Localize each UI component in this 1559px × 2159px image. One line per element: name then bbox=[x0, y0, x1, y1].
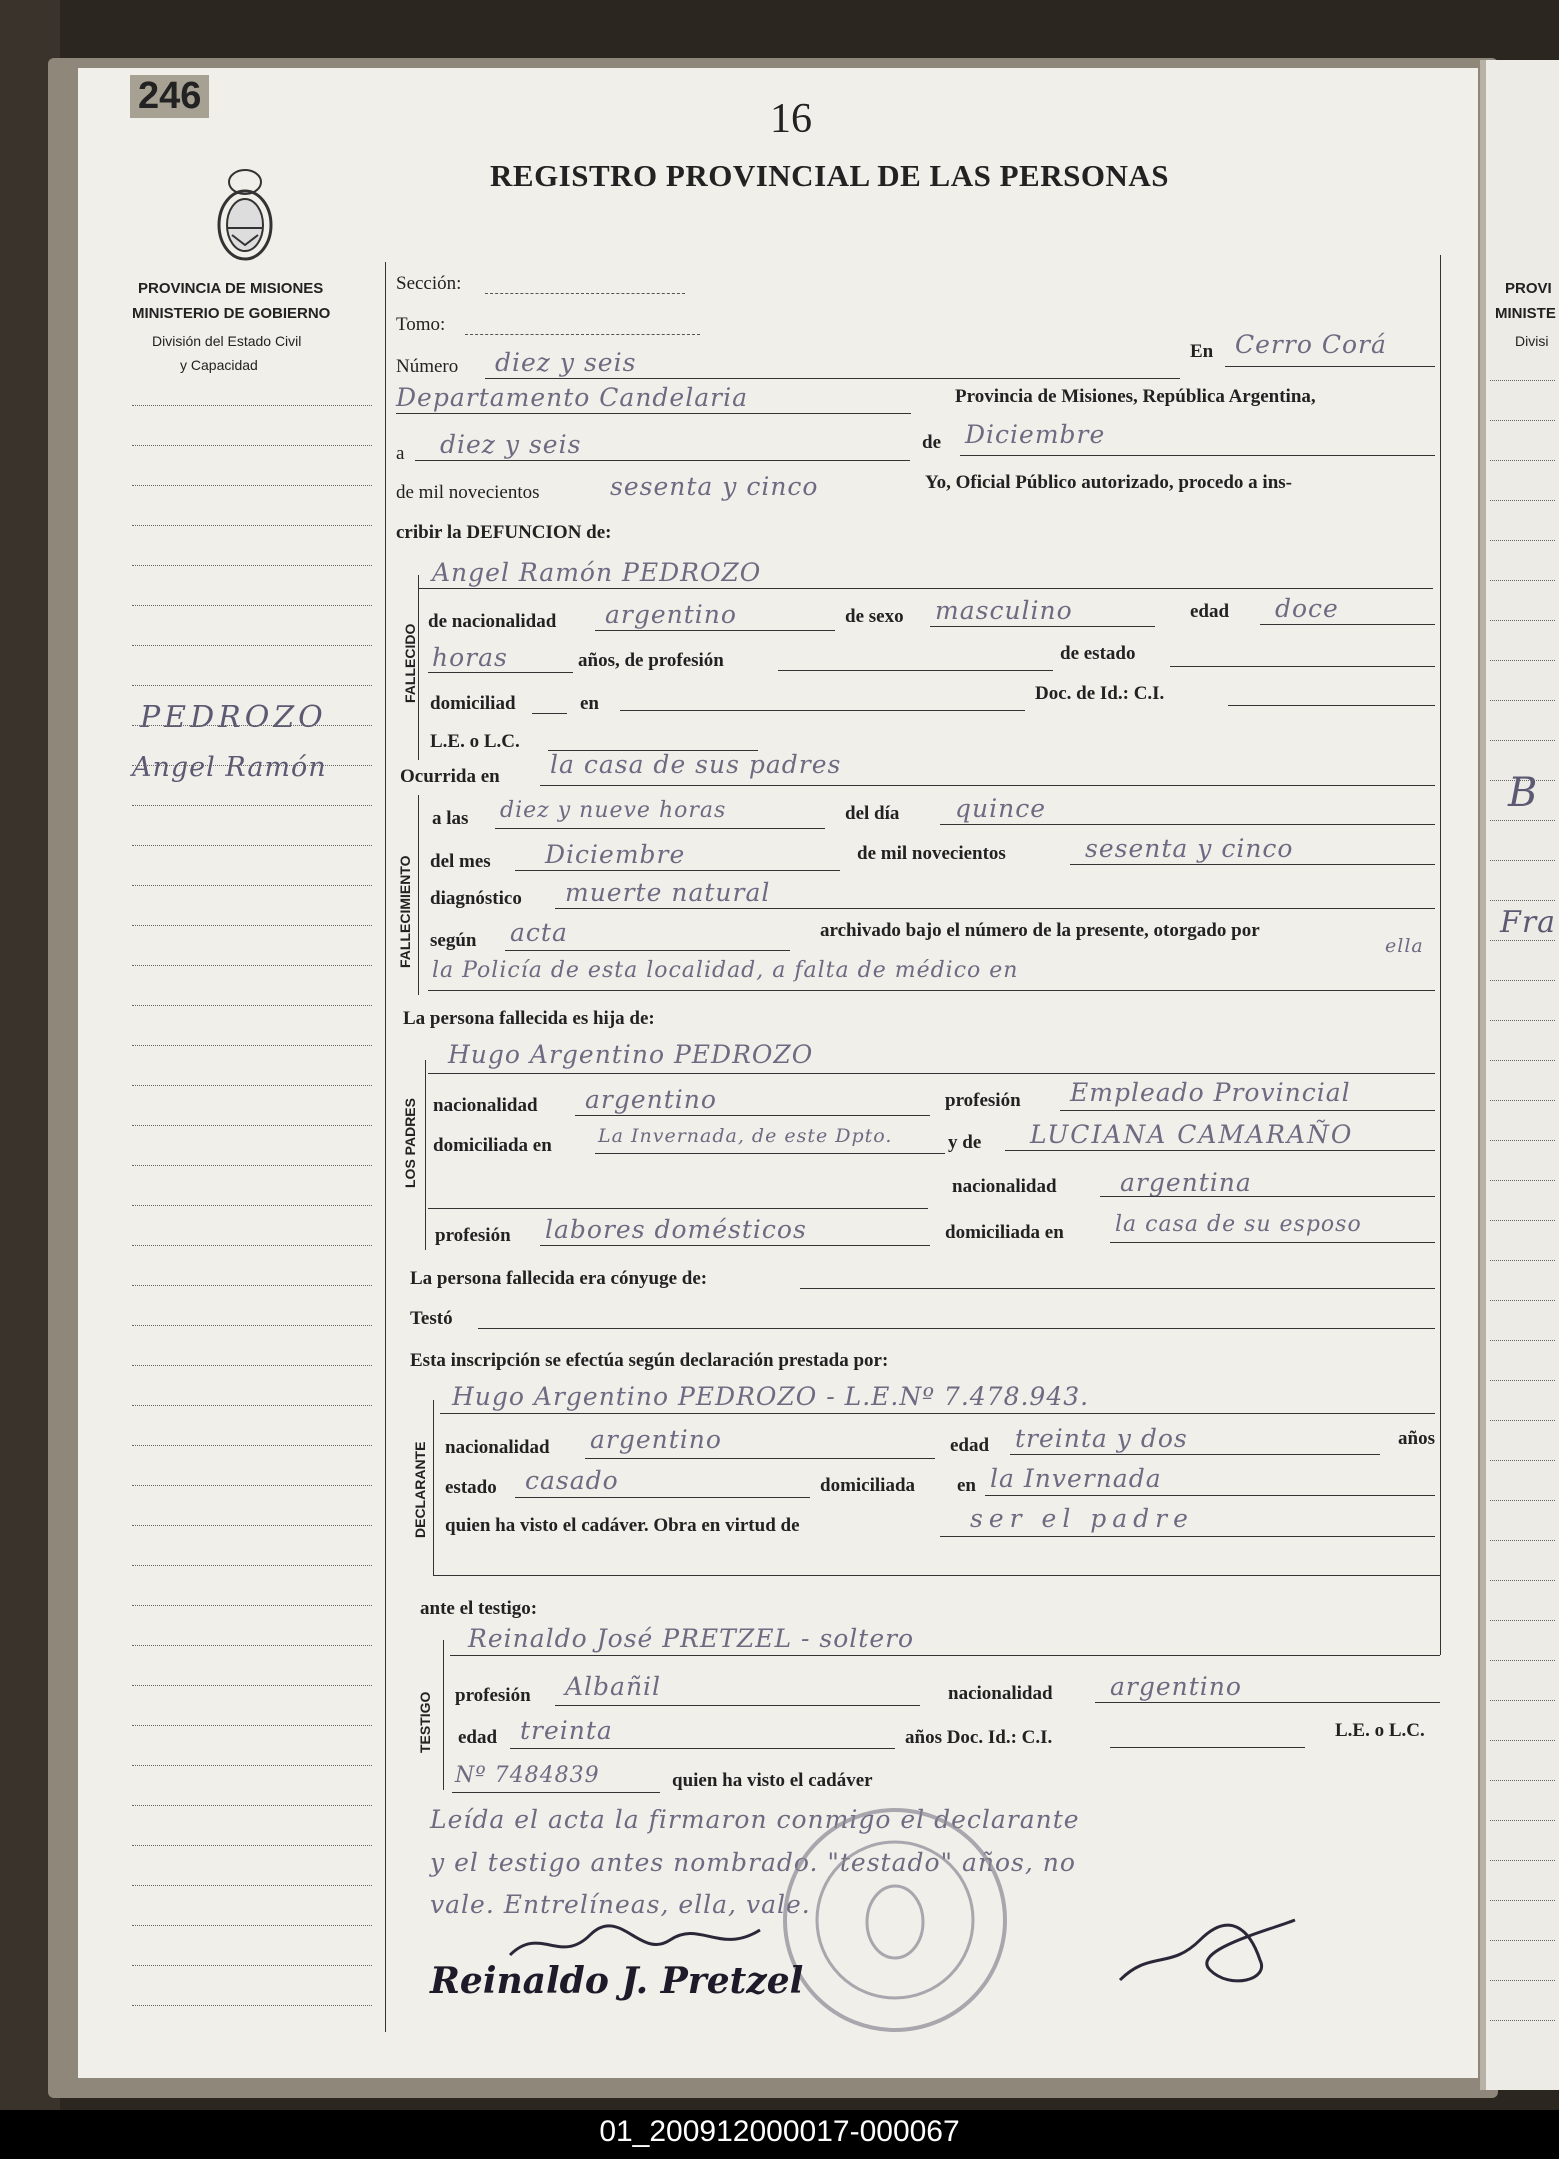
padre-profesion-value: Empleado Provincial bbox=[1070, 1078, 1351, 1107]
fallecido-nombre-field bbox=[418, 588, 1433, 589]
sidebar-ruled-line bbox=[132, 1525, 372, 1526]
right-page-ruled-line bbox=[1490, 380, 1555, 381]
declarante-nombre: Hugo Argentino PEDROZO - L.E.Nº 7.478.943. bbox=[452, 1382, 1090, 1411]
en-value: Cerro Corá bbox=[1235, 330, 1387, 359]
anos-profesion-label: años, de profesión bbox=[578, 650, 724, 671]
declarante-nacionalidad-field bbox=[585, 1458, 935, 1459]
padre-nacionalidad-field bbox=[575, 1115, 930, 1116]
testigo-anos-label: años Doc. Id.: C.I. bbox=[905, 1727, 1053, 1748]
padre-domicilio-field bbox=[595, 1153, 945, 1154]
le-label: L.E. o L.C. bbox=[430, 731, 520, 752]
sidebar-ruled-line bbox=[132, 1405, 372, 1406]
right-page-ruled-line bbox=[1490, 700, 1555, 701]
dia-field bbox=[940, 824, 1435, 825]
domicilio-label: domiciliad bbox=[430, 693, 516, 714]
sidebar-ruled-line bbox=[132, 1445, 372, 1446]
padre-domiciliada-label: domiciliada en bbox=[433, 1135, 552, 1156]
sidebar-ruled-line bbox=[132, 1245, 372, 1246]
fallecimiento-mil-label: de mil novecientos bbox=[857, 843, 1006, 864]
next-page-edge bbox=[1480, 60, 1559, 2090]
declarante-edad-value: treinta y dos bbox=[1015, 1424, 1188, 1453]
closing-line-1: Leída el acta la firmaron conmigo el declarante bbox=[430, 1805, 1080, 1834]
doc-field bbox=[1228, 705, 1435, 706]
right-page-ruled-line bbox=[1490, 1020, 1555, 1021]
right-page-ruled-line bbox=[1490, 1900, 1555, 1901]
a-value: diez y seis bbox=[440, 430, 582, 459]
oficial-label: Yo, Oficial Público autorizado, procedo a ins- bbox=[925, 472, 1292, 493]
segun-label: según bbox=[430, 930, 477, 951]
tomo-label: Tomo: bbox=[396, 314, 446, 335]
corner-number: 246 bbox=[130, 75, 209, 118]
sidebar-ruled-line bbox=[132, 1045, 372, 1046]
page-number: 16 bbox=[770, 96, 812, 142]
right-page-ruled-line bbox=[1490, 1780, 1555, 1781]
right-page-ruled-line bbox=[1490, 740, 1555, 741]
ocurrida-label: Ocurrida en bbox=[400, 766, 500, 787]
fallecido-section-label: FALLECIDO bbox=[402, 623, 418, 703]
mes-label: del mes bbox=[430, 851, 491, 872]
madre-nacionalidad-value: argentina bbox=[1120, 1168, 1252, 1197]
sidebar-ruled-line bbox=[132, 1725, 372, 1726]
madre-nombre: LUCIANA CAMARAÑO bbox=[1030, 1120, 1354, 1149]
sidebar-ruled-line bbox=[132, 1685, 372, 1686]
right-page-ruled-line bbox=[1490, 1620, 1555, 1621]
numero-field bbox=[485, 378, 1180, 379]
sidebar-division: División del Estado Civil bbox=[152, 333, 302, 349]
official-seal-icon bbox=[775, 1800, 1015, 2040]
caption-text: 01_200912000017-000067 bbox=[599, 2115, 960, 2148]
padre-nombre-field bbox=[428, 1073, 1435, 1074]
profesion-field bbox=[778, 670, 1053, 671]
sidebar-province: PROVINCIA DE MISIONES bbox=[138, 280, 324, 297]
sidebar-ruled-line bbox=[132, 605, 372, 606]
sidebar-ruled-line bbox=[132, 885, 372, 886]
declarante-estado-field bbox=[515, 1497, 810, 1498]
declarante-visto-label: quien ha visto el cadáver. Obra en virtud de bbox=[445, 1515, 800, 1536]
testigo-visto-label: quien ha visto el cadáver bbox=[672, 1770, 873, 1791]
testigo-edad-value: treinta bbox=[520, 1716, 613, 1745]
sexo-field bbox=[930, 626, 1155, 627]
declarante-nombre-field bbox=[440, 1413, 1435, 1414]
padre-nacionalidad-value: argentino bbox=[585, 1085, 717, 1114]
sidebar-ruled-line bbox=[132, 1205, 372, 1206]
declaracion-label: Esta inscripción se efectúa según declaración prestada por: bbox=[410, 1350, 889, 1371]
inscribir-label: cribir la DEFUNCION de: bbox=[396, 522, 612, 543]
sidebar-ruled-line bbox=[132, 645, 372, 646]
conyuge-label: La persona fallecida era cónyuge de: bbox=[410, 1268, 708, 1289]
padre-nombre: Hugo Argentino PEDROZO bbox=[448, 1040, 814, 1069]
form-left-rule bbox=[385, 262, 386, 2032]
domicilio-en-label: en bbox=[580, 693, 599, 714]
padre-nacionalidad-label: nacionalidad bbox=[433, 1095, 538, 1116]
fallecimiento-mil-value: sesenta y cinco bbox=[1085, 834, 1294, 863]
testigo-bracket bbox=[443, 1640, 444, 1790]
mil-value: sesenta y cinco bbox=[610, 472, 819, 501]
seccion-field bbox=[485, 293, 685, 294]
horas-value: horas bbox=[432, 643, 508, 672]
sidebar-ruled-line bbox=[132, 965, 372, 966]
declarante-bottom-rule bbox=[433, 1575, 1440, 1576]
de-field bbox=[960, 455, 1435, 456]
right-page-ruled-line bbox=[1490, 1180, 1555, 1181]
testigo-numero-field bbox=[452, 1792, 660, 1793]
right-page-ruled-line bbox=[1490, 1820, 1555, 1821]
sidebar-ruled-line bbox=[132, 1165, 372, 1166]
right-page-ruled-line bbox=[1490, 580, 1555, 581]
en-field bbox=[1225, 366, 1435, 367]
domicilio-field bbox=[532, 713, 567, 714]
madre-nacionalidad-field bbox=[1100, 1196, 1435, 1197]
right-page-ruled-line bbox=[1490, 1220, 1555, 1221]
right-page-ruled-line bbox=[1490, 460, 1555, 461]
testigo-section-label: TESTIGO bbox=[417, 1691, 433, 1753]
sidebar-ruled-line bbox=[132, 685, 372, 686]
margin-given-name: Angel Ramón bbox=[132, 752, 327, 783]
testigo-numero-value: Nº 7484839 bbox=[455, 1763, 600, 1788]
declarante-anos-label: años bbox=[1398, 1428, 1435, 1449]
sidebar-ruled-line bbox=[132, 1125, 372, 1126]
de-value: Diciembre bbox=[965, 420, 1106, 449]
fallecido-nacionalidad-label: de nacionalidad bbox=[428, 611, 557, 632]
margin-surname: PEDROZO bbox=[140, 700, 327, 735]
declarante-bracket bbox=[433, 1400, 434, 1575]
coat-of-arms-icon bbox=[210, 160, 280, 270]
edad-label: edad bbox=[1190, 601, 1230, 622]
numero-value: diez y seis bbox=[495, 348, 637, 377]
a-label: a bbox=[396, 443, 405, 464]
departamento-field bbox=[396, 413, 911, 414]
closing-line-3: vale. Entrelíneas, ella, vale. bbox=[430, 1890, 811, 1919]
testigo-profesion-field bbox=[555, 1705, 920, 1706]
padres-divider bbox=[428, 1208, 928, 1209]
mes-field bbox=[515, 870, 840, 871]
policia-field bbox=[428, 990, 1435, 991]
seccion-label: Sección: bbox=[396, 273, 462, 294]
segun-value: acta bbox=[510, 918, 568, 947]
signature-official-icon bbox=[1110, 1910, 1300, 2000]
padre-profesion-field bbox=[1060, 1110, 1435, 1111]
sexo-label: de sexo bbox=[845, 606, 904, 627]
right-page-ruled-line bbox=[1490, 1100, 1555, 1101]
right-page-ruled-line bbox=[1490, 500, 1555, 501]
testigo-nombre-field bbox=[450, 1655, 1440, 1656]
segun-field bbox=[505, 950, 790, 951]
sidebar-ruled-line bbox=[132, 1285, 372, 1286]
madre-nacionalidad-label: nacionalidad bbox=[952, 1176, 1057, 1197]
right-page-ruled-line bbox=[1490, 1060, 1555, 1061]
right-page-ruled-line bbox=[1490, 1300, 1555, 1301]
a-las-label: a las bbox=[432, 808, 469, 829]
right-page-ruled-line bbox=[1490, 1580, 1555, 1581]
right-page-ruled-line bbox=[1490, 660, 1555, 661]
de-label: de bbox=[922, 432, 941, 453]
a-las-field bbox=[495, 828, 825, 829]
testigo-edad-field bbox=[510, 1748, 895, 1749]
sidebar-ruled-line bbox=[132, 1365, 372, 1366]
right-page-ruled-line bbox=[1490, 1860, 1555, 1861]
declarante-estado-label: estado bbox=[445, 1477, 497, 1498]
testigo-edad-label: edad bbox=[458, 1727, 498, 1748]
a-las-value: diez y nueve horas bbox=[500, 798, 727, 823]
right-page-ruled-line bbox=[1490, 780, 1555, 781]
sidebar-ruled-line bbox=[132, 1885, 372, 1886]
padres-section-label: LOS PADRES bbox=[402, 1098, 418, 1188]
right-page-ruled-line bbox=[1490, 1940, 1555, 1941]
sidebar-ruled-line bbox=[132, 1965, 372, 1966]
right-page-ruled-line bbox=[1490, 1140, 1555, 1141]
right-page-ruled-line bbox=[1490, 620, 1555, 621]
declarante-visto-value: ser el padre bbox=[970, 1504, 1194, 1533]
edad-value: doce bbox=[1275, 594, 1339, 623]
policia-value: la Policía de esta localidad, a falta de médico en bbox=[432, 958, 1019, 983]
estado-label: de estado bbox=[1060, 643, 1136, 664]
declarante-nacionalidad-value: argentino bbox=[590, 1425, 722, 1454]
fallecido-nombre: Angel Ramón PEDROZO bbox=[432, 558, 762, 587]
ocurrida-value: la casa de sus padres bbox=[550, 750, 842, 779]
sidebar-ruled-line bbox=[132, 1085, 372, 1086]
padre-profesion-label: profesión bbox=[945, 1090, 1021, 1111]
sidebar-ruled-line bbox=[132, 525, 372, 526]
madre-domicilio-value: la casa de su esposo bbox=[1115, 1212, 1362, 1237]
sidebar-ruled-line bbox=[132, 1925, 372, 1926]
archivado-label: archivado bajo el número de la presente, otorgado por bbox=[820, 920, 1260, 941]
sidebar-ruled-line bbox=[132, 445, 372, 446]
en-label: En bbox=[1190, 341, 1214, 362]
signature-declarant-icon bbox=[500, 1915, 770, 1975]
declarante-nacionalidad-label: nacionalidad bbox=[445, 1437, 550, 1458]
a-field bbox=[415, 460, 910, 461]
right-page-ruled-line bbox=[1490, 820, 1555, 821]
right-page-ruled-line bbox=[1490, 540, 1555, 541]
sidebar-ruled-line bbox=[132, 1325, 372, 1326]
fallecimiento-mil-field bbox=[1070, 864, 1435, 865]
provincia-label: Provincia de Misiones, República Argentina, bbox=[955, 386, 1316, 407]
testigo-le-label: L.E. o L.C. bbox=[1335, 1720, 1425, 1741]
sidebar-ruled-line bbox=[132, 1565, 372, 1566]
testigo-nombre: Reinaldo José PRETZEL - soltero bbox=[468, 1624, 915, 1653]
right-page-ruled-line bbox=[1490, 1740, 1555, 1741]
domicilio-en-field bbox=[620, 710, 1025, 711]
conyuge-field bbox=[800, 1288, 1435, 1289]
horas-field bbox=[428, 672, 573, 673]
right-page-ruled-line bbox=[1490, 1500, 1555, 1501]
declarante-en-label: en bbox=[957, 1475, 976, 1496]
sidebar-ruled-line bbox=[132, 405, 372, 406]
padre-domicilio-value: La Invernada, de este Dpto. bbox=[598, 1125, 893, 1147]
right-page-division: Divisi bbox=[1515, 333, 1549, 349]
right-page-hand2: Fra bbox=[1500, 905, 1557, 940]
sidebar-ruled-line bbox=[132, 805, 372, 806]
madre-domicilio-field bbox=[1110, 1242, 1435, 1243]
tomo-field bbox=[465, 334, 700, 335]
declarante-estado-value: casado bbox=[525, 1466, 619, 1495]
testigo-profesion-value: Albañil bbox=[565, 1672, 662, 1701]
testo-label: Testó bbox=[410, 1308, 453, 1329]
page-title: REGISTRO PROVINCIAL DE LAS PERSONAS bbox=[490, 158, 1169, 193]
sidebar-ruled-line bbox=[132, 485, 372, 486]
testigo-nacionalidad-value: argentino bbox=[1110, 1672, 1242, 1701]
sidebar-capacidad: y Capacidad bbox=[180, 357, 258, 373]
sidebar-ruled-line bbox=[132, 1605, 372, 1606]
right-page-ruled-line bbox=[1490, 1340, 1555, 1341]
testigo-nacionalidad-label: nacionalidad bbox=[948, 1683, 1053, 1704]
right-page-province: PROVI bbox=[1505, 280, 1552, 297]
estado-field bbox=[1170, 666, 1435, 667]
fallecimiento-bracket bbox=[418, 795, 419, 995]
mil-label: de mil novecientos bbox=[396, 482, 540, 503]
sidebar-ruled-line bbox=[132, 925, 372, 926]
form-right-rule bbox=[1440, 255, 1441, 1655]
declarante-domicilio-value: la Invernada bbox=[990, 1464, 1162, 1493]
padres-intro-label: La persona fallecida es hija de: bbox=[403, 1008, 655, 1029]
fallecido-bracket bbox=[418, 575, 419, 760]
sidebar-ruled-line bbox=[132, 2005, 372, 2006]
departamento-value: Departamento Candelaria bbox=[396, 383, 748, 412]
right-page-ruled-line bbox=[1490, 1540, 1555, 1541]
sidebar-ruled-line bbox=[132, 1845, 372, 1846]
testo-field bbox=[478, 1328, 1435, 1329]
y-de-label: y de bbox=[948, 1132, 982, 1153]
mes-value: Diciembre bbox=[545, 840, 686, 869]
testigo-doc-field bbox=[1110, 1747, 1305, 1748]
ocurrida-field bbox=[540, 785, 1435, 786]
sidebar-ruled-line bbox=[132, 725, 372, 726]
sidebar-ruled-line bbox=[132, 765, 372, 766]
fallecimiento-section-label: FALLECIMIENTO bbox=[397, 855, 413, 968]
declarante-section-label: DECLARANTE bbox=[412, 1441, 428, 1538]
declarante-domicilio-field bbox=[985, 1495, 1435, 1496]
declarante-visto-field bbox=[940, 1536, 1435, 1537]
right-page-ruled-line bbox=[1490, 1260, 1555, 1261]
madre-profesion-field bbox=[540, 1245, 930, 1246]
sidebar-ruled-line bbox=[132, 565, 372, 566]
testigo-intro-label: ante el testigo: bbox=[420, 1598, 538, 1619]
sidebar-ruled-line bbox=[132, 845, 372, 846]
numero-label: Número bbox=[396, 356, 459, 377]
right-page-ministry: MINISTE bbox=[1495, 305, 1556, 322]
sidebar-ruled-line bbox=[132, 1805, 372, 1806]
madre-domiciliada-label: domiciliada en bbox=[945, 1222, 1064, 1243]
fallecido-nacionalidad-field bbox=[595, 630, 835, 631]
diagnostico-label: diagnóstico bbox=[430, 888, 522, 909]
madre-profesion-value: labores domésticos bbox=[545, 1215, 807, 1244]
right-page-ruled-line bbox=[1490, 1460, 1555, 1461]
right-page-ruled-line bbox=[1490, 1980, 1555, 1981]
right-page-ruled-line bbox=[1490, 980, 1555, 981]
dia-label: del día bbox=[845, 803, 900, 824]
closing-line-2: y el testigo antes nombrado. "testado" años, no bbox=[430, 1848, 1076, 1877]
signature-witness: Reinaldo J. Pretzel bbox=[430, 1960, 804, 2002]
sidebar-ruled-line bbox=[132, 1485, 372, 1486]
sidebar-ruled-line bbox=[132, 1645, 372, 1646]
right-page-ruled-line bbox=[1490, 1660, 1555, 1661]
madre-nombre-field bbox=[1005, 1150, 1435, 1151]
right-page-ruled-line bbox=[1490, 900, 1555, 901]
testigo-profesion-label: profesión bbox=[455, 1685, 531, 1706]
right-page-ruled-line bbox=[1490, 940, 1555, 941]
sidebar-ruled-line bbox=[132, 1005, 372, 1006]
edad-field bbox=[1260, 624, 1435, 625]
right-page-ruled-line bbox=[1490, 2020, 1555, 2021]
diagnostico-field bbox=[555, 908, 1435, 909]
doc-label: Doc. de Id.: C.I. bbox=[1035, 683, 1165, 704]
declarante-domiciliada-label: domiciliada bbox=[820, 1475, 916, 1496]
padres-bracket bbox=[425, 1060, 426, 1250]
fallecido-nacionalidad-value: argentino bbox=[605, 600, 737, 629]
diagnostico-value: muerte natural bbox=[565, 878, 771, 907]
sidebar-ministry: MINISTERIO DE GOBIERNO bbox=[132, 305, 331, 322]
testigo-nacionalidad-field bbox=[1095, 1702, 1440, 1703]
right-page-ruled-line bbox=[1490, 860, 1555, 861]
declarante-edad-label: edad bbox=[950, 1435, 990, 1456]
right-page-ruled-line bbox=[1490, 420, 1555, 421]
ella-value: ella bbox=[1385, 935, 1424, 957]
sexo-value: masculino bbox=[935, 596, 1073, 625]
right-page-hand1: B bbox=[1508, 770, 1539, 816]
sidebar-ruled-line bbox=[132, 1765, 372, 1766]
madre-profesion-label: profesión bbox=[435, 1225, 511, 1246]
dia-value: quince bbox=[955, 794, 1046, 823]
right-page-ruled-line bbox=[1490, 1700, 1555, 1701]
declarante-edad-field bbox=[1010, 1454, 1380, 1455]
right-page-ruled-line bbox=[1490, 1380, 1555, 1381]
right-page-ruled-line bbox=[1490, 1420, 1555, 1421]
